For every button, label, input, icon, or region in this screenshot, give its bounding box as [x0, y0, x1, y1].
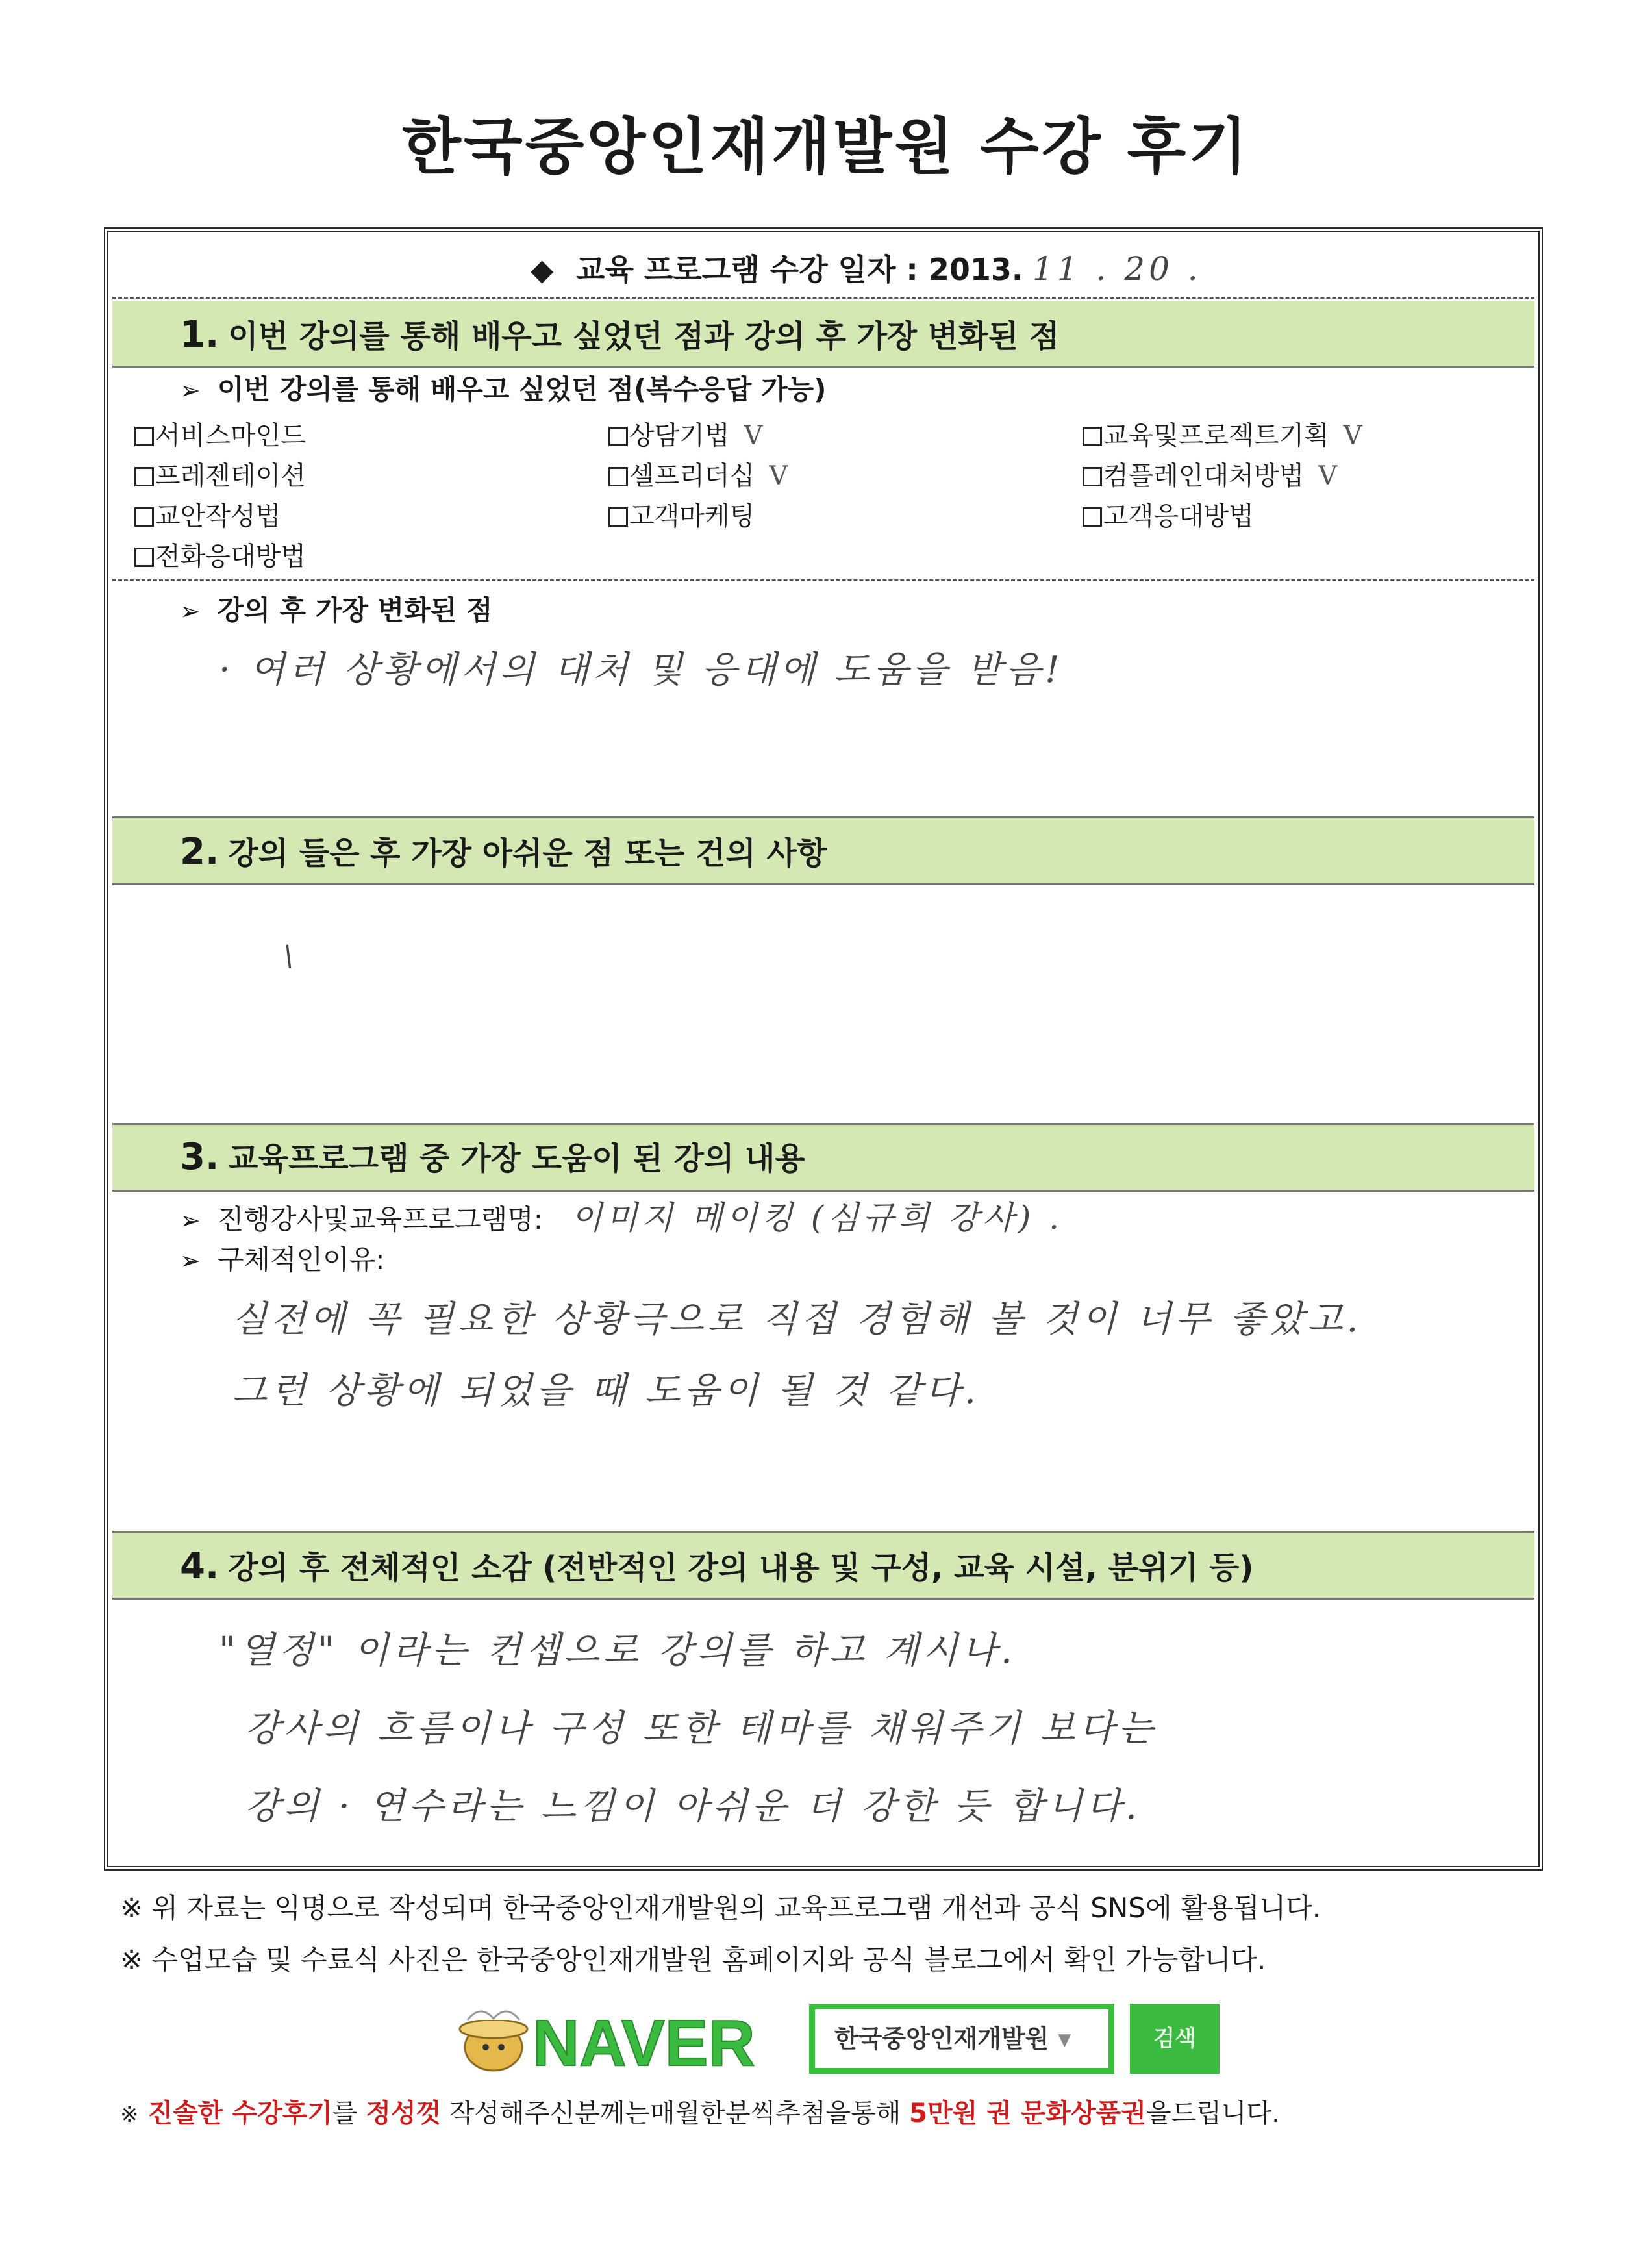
checkbox-icon[interactable] — [134, 507, 154, 527]
section1-heading: 1. 이번 강의를 통해 배우고 싶었던 점과 강의 후 가장 변화된 점 — [180, 314, 1060, 356]
divider — [112, 297, 1534, 299]
divider — [112, 579, 1534, 581]
footer-highlight-3: 5만원 권 문화상품권 — [909, 2098, 1146, 2128]
mascot-icon — [460, 2011, 527, 2071]
naver-search-button[interactable]: 검색 — [1130, 2004, 1220, 2074]
section1-sub1: ➢ 이번 강의를 통해 배우고 싶었던 점(복수응답 가능) — [180, 373, 827, 405]
note-anonymous: ※ 위 자료는 익명으로 작성되며 한국중앙인재개발원의 교육프로그램 개선과 공식 SNS에 활용됩니다. — [120, 1892, 1321, 1924]
page-title: 한국중앙인재개발원 수강 후기 — [402, 112, 1250, 183]
option-customer-marketing[interactable]: 고객마케팅 — [608, 496, 755, 533]
overall-line-3: 강의 · 연수라는 느낌이 아쉬운 더 강한 듯 합니다. — [245, 1785, 1141, 1828]
checkbox-icon[interactable] — [608, 427, 628, 446]
section1-sub2: ➢ 강의 후 가장 변화된 점 — [180, 594, 493, 626]
instructor-answer: 이미지 메이킹 (심규희 강사) . — [571, 1199, 1063, 1237]
option-service-mind[interactable]: 서비스마인드 — [134, 415, 306, 452]
arrow-bullet-icon: ➢ — [180, 597, 201, 625]
checkbox-icon[interactable] — [1083, 507, 1102, 527]
checkbox-icon[interactable] — [1083, 467, 1102, 486]
check-mark: V — [1318, 461, 1338, 491]
option-lesson-plan[interactable]: 교안작성법 — [134, 496, 281, 533]
reason-line-2: 그런 상황에 되었을 때 도움이 될 것 같다. — [232, 1370, 980, 1412]
footer-highlight-2: 정성껏 — [366, 2098, 442, 2128]
footer-text-3: 을드립니다. — [1145, 2098, 1280, 2128]
section2-answer: \ — [284, 940, 297, 973]
naver-logo-text: NAVER — [532, 2007, 755, 2078]
reason-row: ➢ 구체적인이유: — [180, 1244, 385, 1276]
date-handwritten: 11 . 20 . — [1032, 250, 1202, 288]
dropdown-caret-icon[interactable]: ▼ — [1058, 2030, 1071, 2050]
review-form — [104, 227, 1543, 1871]
arrow-bullet-icon: ➢ — [180, 1246, 201, 1275]
footer-notice — [120, 2093, 1280, 2130]
overall-line-1: "열정" 이라는 컨셉으로 강의를 하고 계시나. — [219, 1630, 1016, 1672]
option-education-planning[interactable]: 교육및프로젝트기획 V — [1083, 415, 1362, 452]
footer-mark: ※ — [120, 2102, 139, 2128]
instructor-row: ➢ 진행강사및교육프로그램명: 이미지 메이킹 (심규희 강사) . — [180, 1199, 1063, 1237]
diamond-icon: ◆ — [531, 252, 554, 287]
section4-heading: 4. 강의 후 전체적인 소감 (전반적인 강의 내용 및 구성, 교육 시설, 분위기 등) — [180, 1545, 1254, 1587]
section2-heading: 2. 강의 들은 후 가장 아쉬운 점 또는 건의 사항 — [180, 831, 827, 873]
check-mark: V — [744, 421, 763, 451]
section3-heading: 3. 교육프로그램 중 가장 도움이 된 강의 내용 — [180, 1136, 805, 1178]
reason-line-1: 실전에 꼭 필요한 상황극으로 직접 경험해 볼 것이 너무 좋았고. — [232, 1298, 1362, 1341]
option-phone-service[interactable]: 전화응대방법 — [134, 536, 306, 573]
option-customer-service[interactable]: 고객응대방법 — [1083, 496, 1254, 533]
date-row — [531, 246, 1202, 289]
checkbox-icon[interactable] — [1083, 427, 1102, 446]
checkbox-icon[interactable] — [134, 548, 154, 567]
arrow-bullet-icon: ➢ — [180, 376, 201, 405]
naver-search-input[interactable] — [809, 2004, 1114, 2074]
option-counseling[interactable]: 상담기법 V — [608, 415, 762, 452]
check-mark: V — [769, 461, 788, 491]
arrow-bullet-icon: ➢ — [180, 1206, 201, 1235]
note-photos: ※ 수업모습 및 수료식 사진은 한국중앙인재개발원 홈페이지와 공식 블로그에서 확인 가능합니다. — [120, 1944, 1266, 1976]
option-complaint-handling[interactable]: 컴플레인대처방법 V — [1083, 455, 1337, 492]
footer-text-2: 작성해주신분께는매월한분씩추첨을통해 — [441, 2098, 910, 2128]
option-self-leadership[interactable]: 셀프리더십 V — [608, 455, 788, 492]
footer-text-1: 를 — [332, 2098, 366, 2128]
overall-line-2: 강사의 흐름이나 구성 또한 테마를 채워주기 보다는 — [245, 1707, 1157, 1750]
option-presentation[interactable]: 프레젠테이션 — [134, 455, 306, 492]
check-mark: V — [1343, 421, 1362, 451]
section1-answer: · 여러 상황에서의 대처 및 응대에 도움을 받음! — [219, 649, 1064, 691]
checkbox-icon[interactable] — [134, 427, 154, 446]
checkbox-icon[interactable] — [608, 507, 628, 527]
search-value: 한국중앙인재개발원 — [834, 2024, 1049, 2053]
date-label: 교육 프로그램 수강 일자 : 2013. — [576, 252, 1023, 287]
naver-logo[interactable] — [455, 2000, 792, 2078]
checkbox-icon[interactable] — [608, 467, 628, 486]
footer-highlight-1: 진솔한 수강후기 — [147, 2098, 332, 2128]
checkbox-icon[interactable] — [134, 467, 154, 486]
